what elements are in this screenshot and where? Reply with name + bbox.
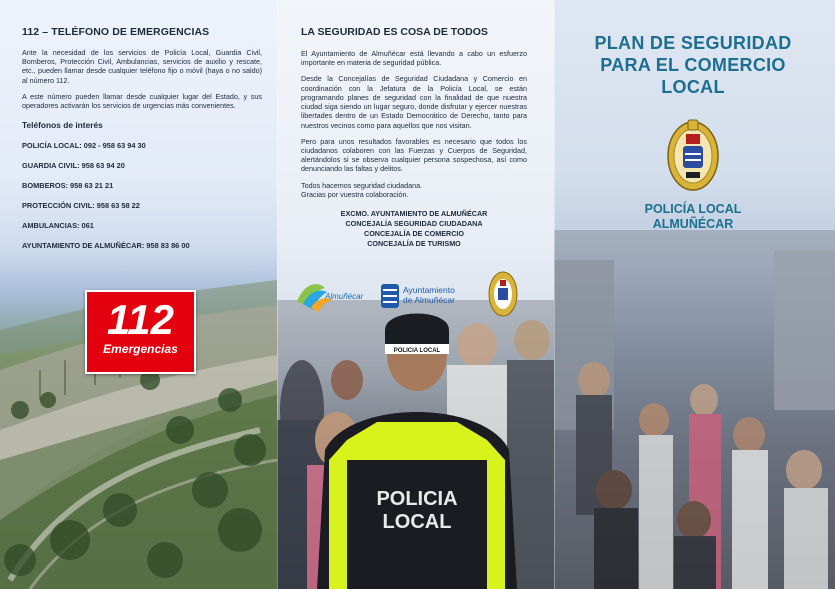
police-org-name bbox=[568, 202, 818, 232]
security-paragraph-4b: Gracias por vuestra colaboración. bbox=[301, 189, 409, 199]
vest-text-line2: LOCAL bbox=[382, 511, 452, 533]
panel-emergency bbox=[0, 0, 277, 589]
badge-label: Emergencias bbox=[103, 342, 178, 356]
emergency-paragraph-2: A este número pueden llamar desde cualquier lugar del Estado, y sus operadores activarán los servicios de urgencias más convenientes. bbox=[22, 91, 262, 111]
tourism-logo bbox=[297, 284, 364, 312]
police-officer-photo bbox=[277, 300, 554, 589]
ayuntamiento-logo-line1: Ayuntamiento bbox=[403, 285, 455, 295]
institution-turismo: CONCEJALÍA DE TURISMO bbox=[367, 238, 461, 248]
emergency-112-badge bbox=[85, 290, 196, 374]
phone-bomberos: BOMBEROS: 958 63 21 21 bbox=[22, 181, 114, 191]
security-paragraph-1: El Ayuntamiento de Almuñécar está llevando a cabo un esfuerzo importante en materia de seguridad pública. bbox=[301, 49, 527, 68]
title-line-3: LOCAL bbox=[661, 77, 725, 97]
panel-cover bbox=[554, 0, 835, 589]
title-line-1: PLAN DE SEGURIDAD bbox=[594, 33, 792, 53]
title-line-2: PARA EL COMERCIO bbox=[600, 55, 786, 75]
fold-line-2 bbox=[554, 0, 555, 589]
institution-seguridad: CONCEJALÍA SEGURIDAD CIUDADANA bbox=[345, 219, 483, 228]
security-text-block bbox=[301, 26, 527, 249]
phone-ayuntamiento: AYUNTAMIENTO DE ALMUÑÉCAR: 958 83 86 00 bbox=[22, 241, 190, 251]
police-crest-small bbox=[489, 272, 517, 316]
org-line-2: ALMUÑÉCAR bbox=[652, 217, 734, 231]
market-crowd-photo bbox=[554, 230, 835, 589]
institution-ayuntamiento: EXCMO. AYUNTAMIENTO DE ALMUÑÉCAR bbox=[340, 209, 488, 219]
badge-number: 112 bbox=[107, 296, 174, 343]
emergency-heading: 112 – TELÉFONO DE EMERGENCIAS bbox=[22, 26, 210, 38]
brochure-title bbox=[568, 32, 818, 98]
phones-heading: Teléfonos de interés bbox=[22, 120, 103, 131]
phone-ambulancias: AMBULANCIAS: 061 bbox=[22, 221, 94, 231]
phone-police: POLICÍA LOCAL: 092 - 958 63 94 30 bbox=[22, 141, 146, 151]
phone-guardia-civil: GUARDIA CIVIL: 958 63 94 20 bbox=[22, 161, 125, 171]
phone-proteccion-civil: PROTECCIÓN CIVIL: 958 63 58 22 bbox=[22, 201, 140, 211]
security-paragraph-3: Pero para unos resultados favorables es necesario que todos los ciudadanos colaboren con las Fuerzas y Cuerpos de Seguridad, alertándolos si se observa cualquier persona sospechosa, así como denunciando las faltas y delitos. bbox=[301, 136, 527, 174]
security-paragraph-4a: Todos hacemos seguridad ciudadana. bbox=[301, 180, 423, 190]
fold-line-1 bbox=[277, 0, 278, 589]
ayuntamiento-logo-line2: de Almuñécar bbox=[403, 295, 455, 305]
tourism-logo-text: Almuñécar bbox=[325, 292, 364, 301]
security-paragraph-2: Desde la Concejalías de Seguridad Ciudadana y Comercio en coordinación con la Jefatura de la Policía Local, se están programando planes de seguridad con la finalidad de que nuestra ciudad siga siendo un lugar seguro, donde disfrutar y ejercer nuestras libertades dentro de un Estado Democrático de Derecho, tanto para nuestros vecinos como para aquellos que nos visitan. bbox=[301, 74, 527, 130]
police-crest bbox=[666, 116, 720, 192]
institution-comercio: CONCEJALÍA DE COMERCIO bbox=[364, 228, 464, 238]
emergency-text-block bbox=[22, 26, 262, 261]
vest-text-line1: POLICIA bbox=[376, 488, 458, 510]
panel-security bbox=[277, 0, 554, 589]
org-line-1: POLICÍA LOCAL bbox=[644, 202, 742, 216]
emergency-paragraph-1: Ante la necesidad de los servicios de Policía Local, Guardia Civil, Bomberos, Protección Civil, Ambulancias, servicios de auxilio y rescate, etc., pueden llamar desde cualquier teléfono fijo o móvil (haya o no saldo) al número 112. bbox=[22, 48, 262, 85]
sponsor-logos bbox=[295, 270, 540, 320]
institutions-block bbox=[301, 209, 527, 249]
ayuntamiento-logo bbox=[381, 284, 455, 308]
security-heading: LA SEGURIDAD ES COSA DE TODOS bbox=[301, 26, 488, 38]
cap-text: POLICIA LOCAL bbox=[393, 348, 441, 354]
